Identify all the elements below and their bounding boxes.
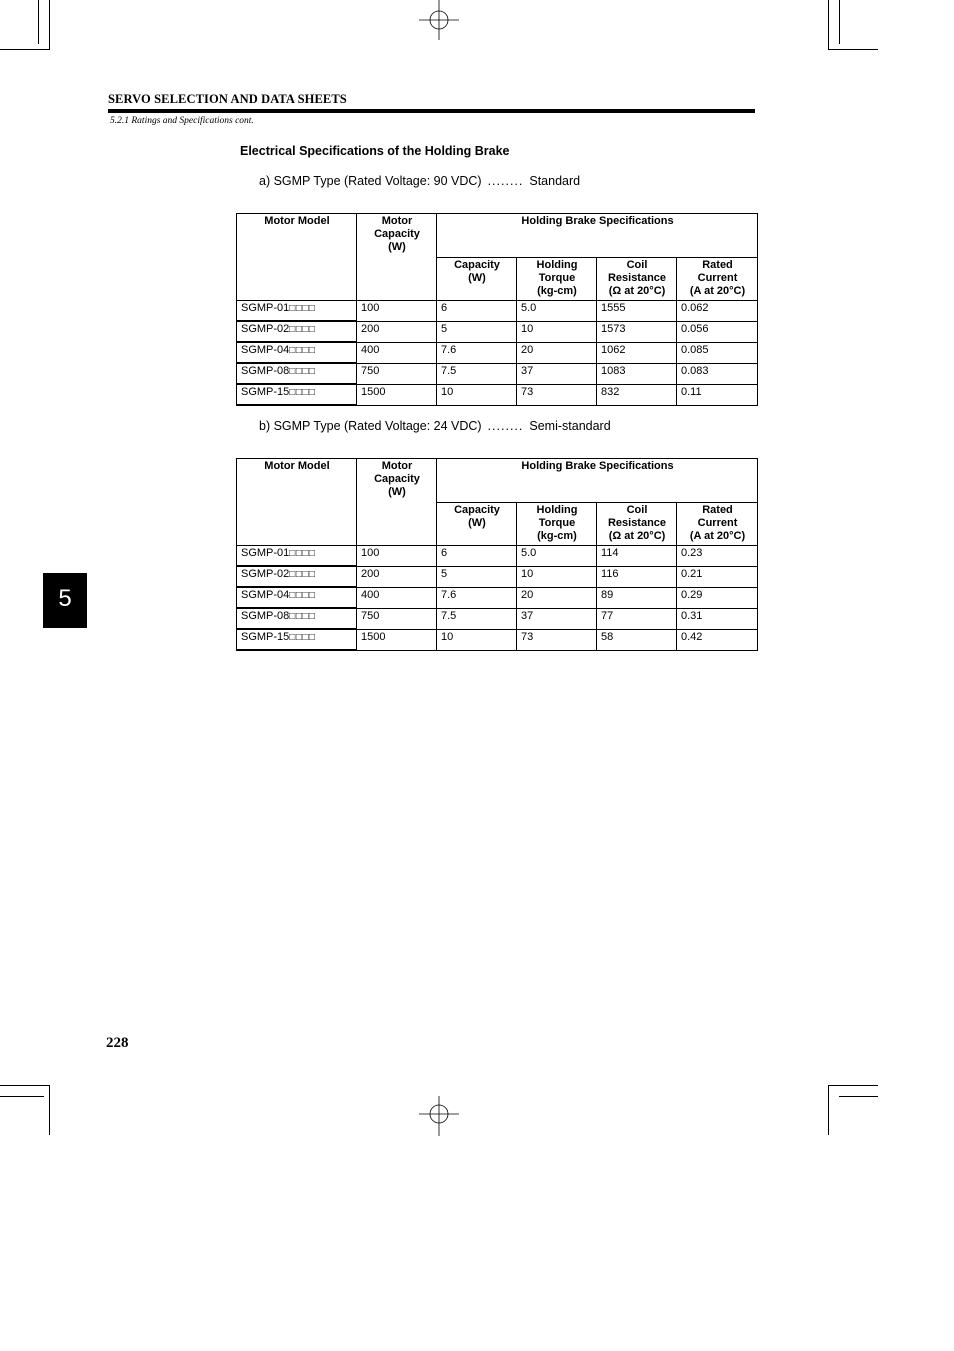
- cell-capacity: 10: [437, 629, 517, 650]
- cell-capacity: 5: [437, 321, 517, 342]
- cell-resistance: 77: [597, 608, 677, 629]
- table-b-type-class: Semi-standard: [529, 419, 611, 433]
- table-a-type-label: a) SGMP Type (Rated Voltage: 90 VDC): [259, 174, 482, 188]
- running-header-subtitle: 5.2.1 Ratings and Specifications cont.: [110, 116, 254, 126]
- cell-torque: 10: [517, 321, 597, 342]
- cell-capacity: 6: [437, 301, 517, 322]
- cell-current: 0.31: [677, 608, 758, 629]
- cell-resistance: 1062: [597, 342, 677, 363]
- running-header-title: SERVO SELECTION AND DATA SHEETS: [108, 92, 347, 106]
- cell-torque: 5.0: [517, 546, 597, 567]
- table-row: [237, 608, 758, 629]
- cell-resistance: 116: [597, 566, 677, 587]
- header-capacity: Capacity (W): [437, 258, 517, 301]
- table-row: [237, 384, 758, 405]
- cell-current: 0.056: [677, 321, 758, 342]
- cell-current: 0.23: [677, 546, 758, 567]
- cell-current: 0.29: [677, 587, 758, 608]
- table-row: [237, 546, 758, 567]
- holding-brake-table-b: [236, 458, 758, 651]
- cell-capacity: 10: [437, 384, 517, 405]
- header-brake-specs: Holding Brake Specifications: [437, 459, 758, 503]
- cell-model: SGMP-04□□□□: [237, 587, 357, 608]
- holding-brake-table-a: [236, 213, 758, 406]
- cell-current: 0.062: [677, 301, 758, 322]
- header-motor-capacity: Motor Capacity (W): [357, 214, 437, 301]
- header-capacity: Capacity (W): [437, 503, 517, 546]
- cell-motor-capacity: 1500: [357, 384, 437, 405]
- table-b-caption: [259, 419, 611, 433]
- cell-torque: 10: [517, 566, 597, 587]
- header-rated-current: Rated Current (A at 20°C): [677, 258, 758, 301]
- section-title: Electrical Specifications of the Holding Brake: [240, 144, 510, 158]
- header-coil-resistance: Coil Resistance (Ω at 20°C): [597, 503, 677, 546]
- cell-motor-capacity: 100: [357, 546, 437, 567]
- table-b-type-label: b) SGMP Type (Rated Voltage: 24 VDC): [259, 419, 482, 433]
- registration-mark-bottom: [419, 1096, 459, 1136]
- cell-capacity: 7.6: [437, 342, 517, 363]
- cell-capacity: 6: [437, 546, 517, 567]
- cell-motor-capacity: 200: [357, 321, 437, 342]
- cell-torque: 20: [517, 587, 597, 608]
- table-row: [237, 587, 758, 608]
- cell-capacity: 7.6: [437, 587, 517, 608]
- cell-motor-capacity: 1500: [357, 629, 437, 650]
- leader-dots: ........: [487, 419, 524, 433]
- header-brake-specs: Holding Brake Specifications: [437, 214, 758, 258]
- cell-model: SGMP-08□□□□: [237, 608, 357, 629]
- header-motor-capacity: Motor Capacity (W): [357, 459, 437, 546]
- table-row: [237, 629, 758, 650]
- cell-model: SGMP-01□□□□: [237, 301, 357, 322]
- cell-resistance: 1083: [597, 363, 677, 384]
- cell-motor-capacity: 750: [357, 608, 437, 629]
- table-row: [237, 363, 758, 384]
- cell-resistance: 832: [597, 384, 677, 405]
- cell-current: 0.083: [677, 363, 758, 384]
- cell-model: SGMP-01□□□□: [237, 546, 357, 567]
- cell-motor-capacity: 200: [357, 566, 437, 587]
- cell-model: SGMP-15□□□□: [237, 384, 357, 405]
- header-holding-torque: Holding Torque (kg-cm): [517, 258, 597, 301]
- cell-torque: 20: [517, 342, 597, 363]
- header-coil-resistance: Coil Resistance (Ω at 20°C): [597, 258, 677, 301]
- header-rated-current: Rated Current (A at 20°C): [677, 503, 758, 546]
- table-a-type-class: Standard: [529, 174, 581, 188]
- cell-resistance: 58: [597, 629, 677, 650]
- header-motor-model: Motor Model: [237, 214, 357, 301]
- table-row: [237, 342, 758, 363]
- cell-resistance: 89: [597, 587, 677, 608]
- cell-resistance: 1573: [597, 321, 677, 342]
- cell-current: 0.21: [677, 566, 758, 587]
- cell-motor-capacity: 750: [357, 363, 437, 384]
- cell-current: 0.11: [677, 384, 758, 405]
- leader-dots: ........: [487, 174, 524, 188]
- cell-model: SGMP-02□□□□: [237, 566, 357, 587]
- header-rule: [108, 109, 755, 113]
- cell-capacity: 7.5: [437, 608, 517, 629]
- cell-motor-capacity: 400: [357, 587, 437, 608]
- chapter-tab: 5: [43, 573, 87, 628]
- cell-torque: 73: [517, 384, 597, 405]
- cell-current: 0.42: [677, 629, 758, 650]
- header-motor-model: Motor Model: [237, 459, 357, 546]
- cell-resistance: 114: [597, 546, 677, 567]
- registration-mark-top: [419, 0, 459, 40]
- cell-torque: 73: [517, 629, 597, 650]
- cell-torque: 37: [517, 608, 597, 629]
- table-row: [237, 301, 758, 322]
- header-holding-torque: Holding Torque (kg-cm): [517, 503, 597, 546]
- cell-motor-capacity: 400: [357, 342, 437, 363]
- cell-torque: 37: [517, 363, 597, 384]
- cell-torque: 5.0: [517, 301, 597, 322]
- cell-motor-capacity: 100: [357, 301, 437, 322]
- cell-capacity: 5: [437, 566, 517, 587]
- table-row: [237, 566, 758, 587]
- cell-resistance: 1555: [597, 301, 677, 322]
- cell-model: SGMP-04□□□□: [237, 342, 357, 363]
- cell-current: 0.085: [677, 342, 758, 363]
- page-number: 228: [106, 1035, 129, 1051]
- cell-model: SGMP-08□□□□: [237, 363, 357, 384]
- cell-model: SGMP-02□□□□: [237, 321, 357, 342]
- cell-model: SGMP-15□□□□: [237, 629, 357, 650]
- table-a-caption: [259, 174, 580, 188]
- cell-capacity: 7.5: [437, 363, 517, 384]
- table-row: [237, 321, 758, 342]
